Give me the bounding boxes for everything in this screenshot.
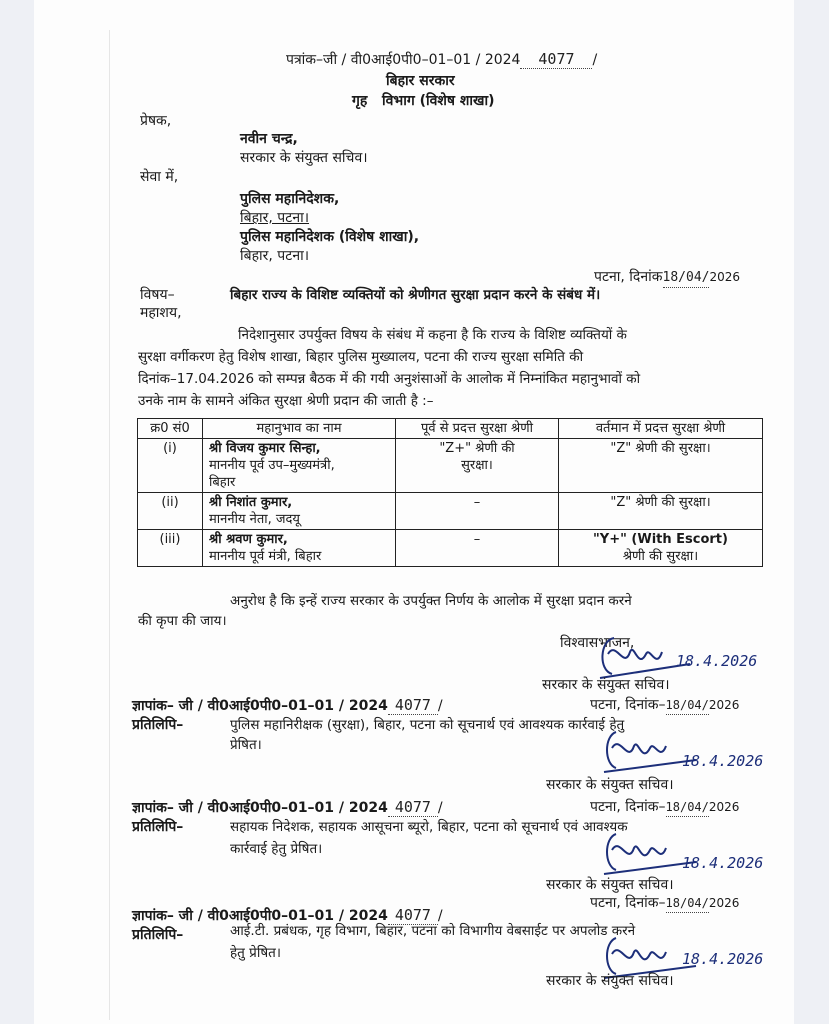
memo-suffix: /	[437, 800, 443, 816]
current-line: "Y+" (With Escort)	[593, 532, 728, 547]
recipient-label: सेवा में,	[140, 169, 179, 185]
memo-number-handwritten: 4077	[388, 906, 438, 925]
ref-number-handwritten: 4077	[520, 50, 592, 69]
cell-prev	[396, 493, 559, 530]
subject-label: विषय–	[140, 287, 175, 303]
cell-sn: (iii)	[138, 530, 203, 567]
memo-date-year: 2026	[708, 698, 740, 712]
name-line: श्री निशांत कुमार,	[209, 495, 293, 510]
signature-date: 18.4.2026	[682, 950, 764, 968]
subject-text: बिहार राज्य के विशिष्ट व्यक्तियों को श्रेणीगत सुरक्षा प्रदान करने के संबंध में।	[230, 287, 601, 303]
col-header: महानुभाव का नाम	[203, 419, 396, 439]
current-line: "Z" श्रेणी की सुरक्षा।	[610, 441, 711, 456]
name-line: श्री श्रवण कुमार,	[209, 532, 288, 547]
name-line: बिहार	[209, 475, 236, 490]
col-header: वर्तमान में प्रदत्त सुरक्षा श्रेणी	[559, 419, 763, 439]
memo-date	[590, 696, 739, 715]
memo-date-handwritten: 18/04/	[666, 894, 709, 913]
body-line: निदेशानुसार उपर्युक्त विषय के संबंध में कहना है कि राज्य के विशिष्ट व्यक्तियों के	[238, 327, 627, 343]
name-line: माननीय पूर्व उप–मुख्यमंत्री,	[209, 458, 335, 473]
cell-sn: (i)	[138, 439, 203, 493]
date-year: 2026	[709, 270, 741, 284]
memo-date-handwritten: 18/04/	[666, 798, 709, 817]
copy-line: आई.टी. प्रबंधक, गृह विभाग, बिहार, पटना को विभागीय वेबसाईट पर अपलोड करने	[230, 923, 636, 939]
name-line: श्री विजय कुमार सिन्हा,	[209, 441, 321, 456]
security-table	[137, 418, 763, 567]
request-line: अनुरोध है कि इन्हें राज्य सरकार के उपर्युक्त निर्णय के आलोक में सुरक्षा प्रदान करने	[230, 593, 632, 609]
copy-label: प्रतिलिपि–	[132, 927, 184, 943]
request-line: की कृपा की जाय।	[138, 613, 227, 629]
table-row	[138, 439, 763, 493]
sender-name: नवीन चन्द्र,	[240, 131, 298, 147]
department-title: गृह विभाग (विशेष शाखा)	[352, 93, 495, 109]
body-line: उनके नाम के सामने अंकित सुरक्षा श्रेणी प्रदान की जाती है :–	[138, 393, 434, 409]
cell-current	[559, 439, 763, 493]
recipient-line: बिहार, पटना।	[240, 210, 310, 226]
cell-name	[203, 493, 396, 530]
copy-line: कार्रवाई हेतु प्रेषित।	[230, 841, 323, 857]
current-line: "Z" श्रेणी की सुरक्षा।	[610, 495, 711, 510]
closing-designation: सरकार के संयुक्त सचिव।	[542, 677, 670, 693]
prev-line: सुरक्षा।	[461, 458, 493, 473]
closing-yours: विश्वासभाजन,	[560, 635, 635, 651]
prev-line: –	[473, 495, 481, 510]
memo-suffix: /	[437, 908, 443, 924]
copy-designation: सरकार के संयुक्त सचिव।	[546, 777, 674, 793]
copy-line: हेतु प्रेषित।	[230, 945, 281, 961]
copy-label: प्रतिलिपि–	[132, 819, 184, 835]
signature-date: 18.4.2026	[682, 854, 764, 872]
cell-current	[559, 493, 763, 530]
memo-number-handwritten: 4077	[388, 798, 438, 817]
signature-date: 18.4.2026	[676, 652, 758, 670]
table-row	[138, 493, 763, 530]
letter-date	[594, 268, 740, 288]
memo-ref	[132, 798, 443, 817]
document-page	[34, 0, 794, 1024]
memo-date	[590, 894, 739, 913]
copy-line: पुलिस महानिरीक्षक (सुरक्षा), बिहार, पटना को सूचनार्थ एवं आवश्यक कार्रवाई हेतु	[230, 717, 625, 733]
copy-designation: सरकार के संयुक्त सचिव।	[546, 973, 674, 989]
ref-suffix: /	[592, 52, 598, 68]
memo-number-handwritten: 4077	[388, 696, 438, 715]
letter-ref	[286, 50, 597, 69]
memo-suffix: /	[437, 698, 443, 714]
copy-line: सहायक निदेशक, सहायक आसूचना ब्यूरो, बिहार, पटना को सूचनार्थ एवं आवश्यक	[230, 819, 628, 835]
cell-sn: (ii)	[138, 493, 203, 530]
memo-date	[590, 798, 739, 817]
recipient-line: बिहार, पटना।	[240, 248, 310, 264]
copy-label: प्रतिलिपि–	[132, 717, 184, 733]
cell-prev	[396, 439, 559, 493]
sender-designation: सरकार के संयुक्त सचिव।	[240, 150, 368, 166]
copy-designation: सरकार के संयुक्त सचिव।	[546, 877, 674, 893]
table-header-row	[138, 419, 763, 439]
col-header: पूर्व से प्रदत्त सुरक्षा श्रेणी	[396, 419, 559, 439]
col-header: क्र0 सं0	[138, 419, 203, 439]
memo-date-prefix: पटना, दिनांक–	[590, 697, 666, 713]
memo-prefix: ज्ञापांक– जी / वी0आई0पी0–01–01 / 2024	[132, 908, 388, 924]
memo-date-prefix: पटना, दिनांक–	[590, 895, 666, 911]
body-line: दिनांक–17.04.2026 को सम्पन्न बैठक में की गयी अनुशंसाओं के आलोक में निम्नांकित महानुभावों को	[138, 371, 641, 387]
government-title: बिहार सरकार	[386, 73, 455, 89]
recipient-line: पुलिस महानिदेशक (विशेष शाखा),	[240, 229, 420, 245]
table-row	[138, 530, 763, 567]
memo-prefix: ज्ञापांक– जी / वी0आई0पी0–01–01 / 2024	[132, 698, 388, 714]
cell-current	[559, 530, 763, 567]
sender-label: प्रेषक,	[140, 113, 172, 129]
margin-line	[109, 30, 110, 1020]
memo-date-year: 2026	[708, 896, 740, 910]
date-handwritten: 18/04/	[663, 269, 710, 288]
memo-date-handwritten: 18/04/	[666, 696, 709, 715]
date-prefix: पटना, दिनांक	[594, 269, 663, 285]
memo-prefix: ज्ञापांक– जी / वी0आई0पी0–01–01 / 2024	[132, 800, 388, 816]
prev-line: –	[473, 532, 481, 547]
cell-name	[203, 530, 396, 567]
salutation: महाशय,	[140, 305, 182, 321]
copy-line: प्रेषित।	[230, 737, 262, 753]
ref-prefix: पत्रांक–जी / वी0आई0पी0–01–01 / 2024	[286, 52, 521, 68]
body-line: सुरक्षा वर्गीकरण हेतु विशेष शाखा, बिहार पुलिस मुख्यालय, पटना की राज्य सुरक्षा समिति की	[138, 349, 584, 365]
name-line: माननीय नेता, जदयू	[209, 512, 300, 527]
recipient-line: पुलिस महानिदेशक,	[240, 191, 340, 207]
cell-prev	[396, 530, 559, 567]
prev-line: "Z+" श्रेणी की	[439, 441, 515, 456]
memo-date-prefix: पटना, दिनांक–	[590, 799, 666, 815]
name-line: माननीय पूर्व मंत्री, बिहार	[209, 549, 322, 564]
memo-ref	[132, 696, 443, 715]
memo-date-year: 2026	[708, 800, 740, 814]
signature-date: 18.4.2026	[682, 752, 764, 770]
cell-name	[203, 439, 396, 493]
current-line: श्रेणी की सुरक्षा।	[622, 549, 699, 564]
